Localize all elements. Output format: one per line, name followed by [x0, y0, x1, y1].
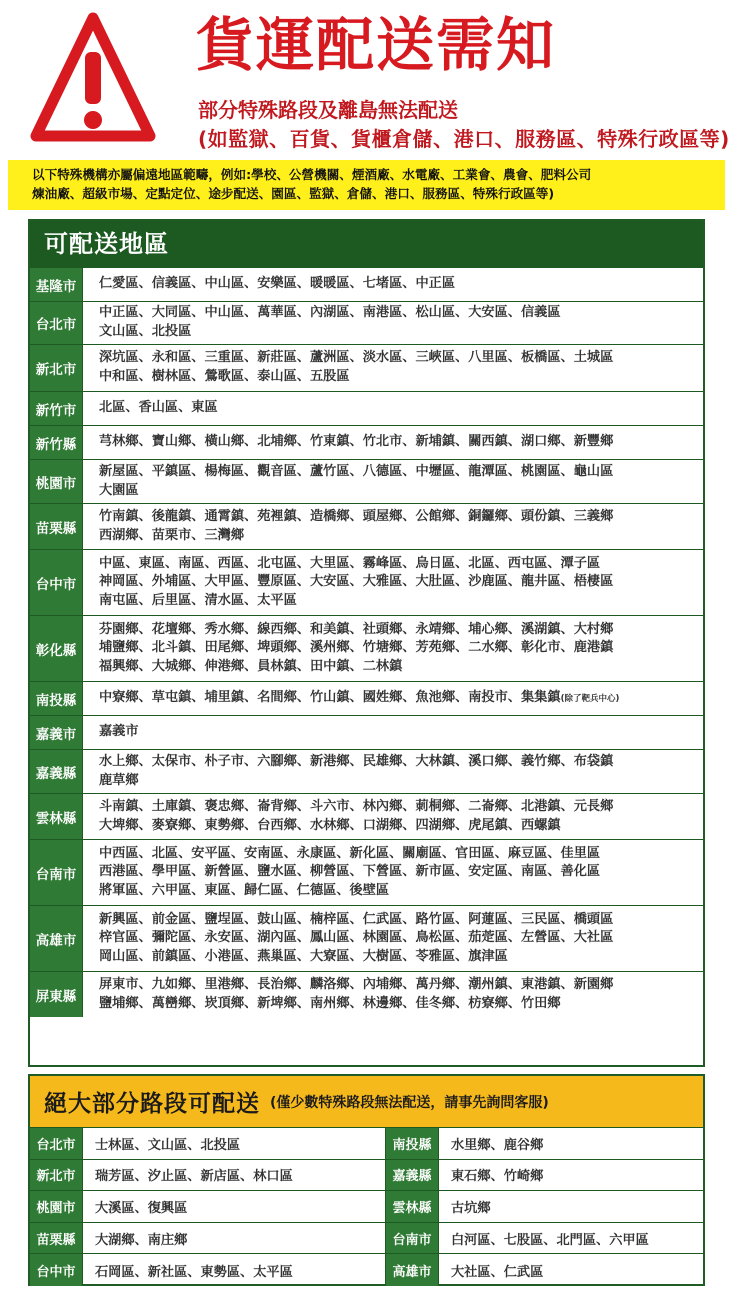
region-areas-line: [99, 368, 693, 387]
mostly-cell-left: [30, 1254, 386, 1286]
deliverable-areas-heading: 可配送地區: [30, 221, 703, 267]
region-areas-text: 鹿草鄉: [99, 772, 139, 788]
region-areas-line: [99, 817, 693, 836]
mostly-areas: 瑞芳區、汐止區、新店區、林口區: [95, 1169, 293, 1185]
region-areas-text: 中和區、樹林區、鶯歌區、泰山區、五股區: [99, 369, 350, 384]
region-areas-line: [99, 323, 693, 342]
region-city-label: 南投縣: [30, 682, 83, 715]
region-city-label: 高雄市: [30, 906, 83, 971]
region-city-label: 新竹縣: [30, 426, 83, 459]
mostly-city-label: 高雄市: [386, 1254, 439, 1286]
region-row: [30, 615, 703, 681]
region-areas-text: 斗南鎮、土庫鎮、褒忠鄉、崙背鄉、斗六市、林內鄉、莿桐鄉、二崙鄉、北港鎮、元長鄉: [99, 798, 614, 814]
region-row: [30, 971, 703, 1017]
mostly-city-label: 雲林縣: [386, 1191, 439, 1222]
subtitle-examples: (如監獄、百貨、貨櫃倉儲、港口、服務區、特殊行政區等): [198, 127, 730, 151]
mostly-city-label: 台北市: [30, 1128, 83, 1159]
region-city-label: 基隆市: [30, 268, 83, 301]
region-areas-line: [99, 948, 693, 967]
region-areas-line: [99, 527, 693, 546]
notice-line: 煉油廠、超級市場、定點定位、途步配送、園區、監獄、倉儲、港口、服務區、特殊行政區等): [32, 186, 555, 201]
mostly-cell-left: [30, 1160, 386, 1191]
region-areas-text: 中西區、北區、安平區、安南區、永康區、新化區、關廟區、官田區、麻豆區、佳里區: [99, 845, 601, 861]
mostly-areas: 大湖鄉、南庄鄉: [95, 1232, 188, 1248]
mostly-cell-right: [386, 1254, 703, 1286]
region-city-label: 屏東縣: [30, 972, 83, 1017]
mostly-deliverable-title: 絕大部分路段可配送: [44, 1091, 260, 1117]
mostly-deliverable-table: [28, 1074, 705, 1286]
mostly-city-label: 台南市: [386, 1223, 439, 1254]
region-areas-text: 芬園鄉、花壇鄉、秀水鄉、線西鄉、和美鎮、社頭鄉、永靖鄉、埔心鄉、溪湖鎮、大村鄉: [99, 621, 614, 637]
region-areas-text: 鹽埔鄉、萬巒鄉、崁頂鄉、新埤鄉、南州鄉、林邊鄉、佳冬鄉、枋寮鄉、竹田鄉: [99, 995, 561, 1011]
mostly-row: [30, 1223, 703, 1255]
region-city-label: 彰化縣: [30, 616, 83, 681]
region-areas-line: [99, 911, 693, 930]
region-row: [30, 749, 703, 793]
mostly-areas: 白河區、七股區、北門區、六甲區: [451, 1232, 649, 1248]
region-areas-line: [99, 689, 693, 709]
region-areas: [83, 392, 703, 425]
region-areas-line: [99, 463, 693, 482]
region-areas-line: [99, 304, 693, 323]
region-areas: [83, 268, 703, 301]
mostly-deliverable-note: (僅少數特殊路段無法配送，請事先詢問客服): [270, 1094, 549, 1111]
region-row: [30, 839, 703, 905]
region-areas-line: [99, 592, 693, 611]
region-areas-line: [99, 482, 693, 501]
region-areas-line: [99, 772, 693, 791]
mostly-areas: 士林區、文山區、北投區: [95, 1137, 241, 1153]
region-areas: [83, 906, 703, 971]
remote-area-notice: [8, 160, 725, 210]
region-areas-line: [99, 723, 693, 742]
region-row: [30, 459, 703, 503]
region-areas-text: 嘉義市: [99, 724, 139, 740]
region-areas: [83, 345, 703, 391]
deliverable-areas-table: [28, 219, 705, 1067]
region-areas: [83, 750, 703, 793]
mostly-deliverable-rows: [30, 1128, 703, 1286]
region-areas-line: [99, 753, 693, 772]
mostly-row: [30, 1191, 703, 1223]
region-city-label: 雲林縣: [30, 794, 83, 839]
mostly-areas: 石岡區、新社區、東勢區、太平區: [95, 1264, 293, 1280]
region-areas-text: 北區、香山區、東區: [99, 400, 218, 416]
region-areas-line: [99, 845, 693, 864]
region-areas-line: [99, 995, 693, 1014]
region-areas-line: [99, 929, 693, 948]
mostly-areas: 東石鄉、竹崎鄉: [451, 1169, 544, 1185]
region-city-label: 嘉義市: [30, 716, 83, 749]
mostly-cell-right: [386, 1128, 703, 1159]
mostly-city-label: 南投縣: [386, 1128, 439, 1159]
mostly-city-label: 台中市: [30, 1254, 83, 1286]
region-areas-line: [99, 433, 693, 452]
region-areas-line: [99, 399, 693, 418]
warning-triangle-icon: [28, 8, 158, 148]
mostly-city-label: 桃園市: [30, 1191, 83, 1222]
mostly-city-label: 苗栗縣: [30, 1223, 83, 1254]
region-areas-line: [99, 639, 693, 658]
region-areas-text: 南屯區、后里區、清水區、太平區: [99, 592, 297, 608]
region-areas-line: [99, 555, 693, 574]
mostly-city-label: 新北市: [30, 1160, 83, 1191]
region-city-label: 台中市: [30, 550, 83, 615]
region-areas-line: [99, 882, 693, 901]
region-row: [30, 793, 703, 839]
region-areas: [83, 302, 703, 344]
mostly-cell-left: [30, 1128, 386, 1159]
mostly-city-label: 嘉義縣: [386, 1160, 439, 1191]
mostly-cell-right: [386, 1223, 703, 1254]
subtitle-undeliverable: 部分特殊路段及離島無法配送: [198, 98, 458, 122]
region-areas-line: [99, 275, 693, 294]
region-areas-text: 梓官區、彌陀區、永安區、湖內區、鳳山區、林園區、鳥松區、茄萣區、左營區、大社區: [99, 930, 614, 946]
mostly-areas: 水里鄉、鹿谷鄉: [451, 1137, 544, 1153]
region-areas-text: 埔鹽鄉、北斗鎮、田尾鄉、埤頭鄉、溪州鄉、竹塘鄉、芳苑鄉、二水鄉、彰化市、鹿港鎮: [99, 640, 614, 656]
region-row: [30, 503, 703, 549]
region-areas-text: 中區、東區、南區、西區、北屯區、大里區、霧峰區、烏日區、北區、西屯區、潭子區: [99, 555, 601, 571]
region-areas-text: 福興鄉、大城鄉、伸港鄉、員林鎮、田中鎮、二林鎮: [99, 658, 403, 674]
mostly-row: [30, 1128, 703, 1160]
region-areas-text: 新屋區、平鎮區、楊梅區、觀音區、蘆竹區、八德區、中壢區、龍潭區、桃園區、龜山區: [99, 463, 614, 479]
region-areas-text: 西港區、學甲區、新營區、鹽水區、柳營區、下營區、新市區、安定區、南區、善化區: [99, 864, 601, 880]
region-areas-text: 大埤鄉、麥寮鄉、東勢鄉、台西鄉、水林鄉、口湖鄉、四湖鄉、虎尾鎮、西螺鎮: [99, 817, 561, 833]
region-areas-line: [99, 621, 693, 640]
region-areas-text: 竹南鎮、後龍鎮、通霄鎮、苑裡鎮、造橋鄉、頭屋鄉、公館鄉、銅鑼鄉、頭份鎮、三義鄉: [99, 508, 614, 524]
region-areas-text: 深坑區、永和區、三重區、新莊區、蘆洲區、淡水區、三峽區、八里區、板橋區、土城區: [99, 350, 614, 366]
region-city-label: 新竹市: [30, 392, 83, 425]
region-row: [30, 681, 703, 715]
region-city-label: 台南市: [30, 840, 83, 905]
mostly-areas: 大社區、仁武區: [451, 1264, 544, 1280]
region-areas-line: [99, 976, 693, 995]
region-city-label: 桃園市: [30, 460, 83, 503]
mostly-row: [30, 1160, 703, 1192]
region-areas: [83, 682, 703, 715]
region-row: [30, 267, 703, 301]
region-row: [30, 301, 703, 344]
mostly-areas: 古坑鄉: [451, 1200, 491, 1216]
region-areas-text: 將軍區、六甲區、東區、歸仁區、仁德區、後壁區: [99, 882, 390, 898]
region-areas-text: 屏東市、九如鄉、里港鄉、長治鄉、麟洛鄉、內埔鄉、萬丹鄉、潮州鎮、東港鎮、新園鄉: [99, 976, 614, 992]
region-areas: [83, 426, 703, 459]
region-areas: [83, 794, 703, 839]
mostly-cell-left: [30, 1223, 386, 1254]
header: [0, 0, 733, 150]
mostly-deliverable-heading: [30, 1076, 703, 1128]
region-row: [30, 344, 703, 391]
region-areas-text: 仁愛區、信義區、中山區、安樂區、暖暖區、七堵區、中正區: [99, 276, 456, 292]
mostly-cell-left: [30, 1191, 386, 1222]
region-city-label: 嘉義縣: [30, 750, 83, 793]
region-areas: [83, 460, 703, 503]
mostly-cell-right: [386, 1160, 703, 1191]
region-areas-text: 神岡區、外埔區、大甲區、豐原區、大安區、大雅區、大肚區、沙鹿區、龍井區、梧棲區: [99, 574, 614, 590]
region-areas: [83, 716, 703, 749]
region-areas: [83, 840, 703, 905]
notice-line: 以下特殊機構亦屬偏遠地區範疇，例如:學校、公營機關、煙酒廠、水電廠、工業會、農會、肥料公司: [32, 167, 592, 182]
page-title: 貨運配送需知: [196, 11, 557, 79]
region-areas-text: 芎林鄉、寶山鄉、橫山鄉、北埔鄉、竹東鎮、竹北市、新埔鎮、關西鎮、湖口鄉、新豐鄉: [99, 434, 614, 450]
region-areas-text: 新興區、前金區、鹽埕區、鼓山區、楠梓區、仁武區、路竹區、阿蓮區、三民區、橋頭區: [99, 911, 614, 927]
region-areas-text: 中正區、大同區、中山區、萬華區、內湖區、南港區、松山區、大安區、信義區: [99, 305, 561, 321]
region-areas-line: [99, 349, 693, 368]
region-city-label: 新北市: [30, 345, 83, 391]
mostly-row: [30, 1254, 703, 1286]
mostly-areas: 大溪區、復興區: [95, 1200, 188, 1216]
region-row: [30, 715, 703, 749]
region-row: [30, 905, 703, 971]
region-areas: [83, 550, 703, 615]
region-areas-text: 水上鄉、太保市、朴子市、六腳鄉、新港鄉、民雄鄉、大林鎮、溪口鄉、義竹鄉、布袋鎮: [99, 753, 614, 769]
region-row: [30, 391, 703, 425]
region-areas: [83, 616, 703, 681]
region-city-label: 台北市: [30, 302, 83, 344]
region-areas: [83, 504, 703, 549]
region-areas-text: 文山區、北投區: [99, 324, 192, 339]
region-areas-line: [99, 573, 693, 592]
region-row: [30, 425, 703, 459]
region-areas-text: 岡山區、前鎮區、小港區、燕巢區、大寮區、大樹區、苓雅區、旗津區: [99, 948, 508, 964]
region-exception-note: (除了靶兵中心): [560, 693, 620, 704]
region-city-label: 苗栗縣: [30, 504, 83, 549]
region-areas-text: 大園區: [99, 482, 139, 498]
region-areas-line: [99, 658, 693, 677]
region-areas-line: [99, 798, 693, 817]
region-areas-line: [99, 508, 693, 527]
mostly-cell-right: [386, 1191, 703, 1222]
region-row: [30, 549, 703, 615]
region-areas-line: [99, 863, 693, 882]
region-areas-text: 中寮鄉、草屯鎮、埔里鎮、名間鄉、竹山鎮、國姓鄉、魚池鄉、南投市、集集鎮: [99, 689, 561, 705]
region-areas: [83, 972, 703, 1017]
region-areas-text: 西湖鄉、苗栗市、三灣鄉: [99, 527, 245, 543]
